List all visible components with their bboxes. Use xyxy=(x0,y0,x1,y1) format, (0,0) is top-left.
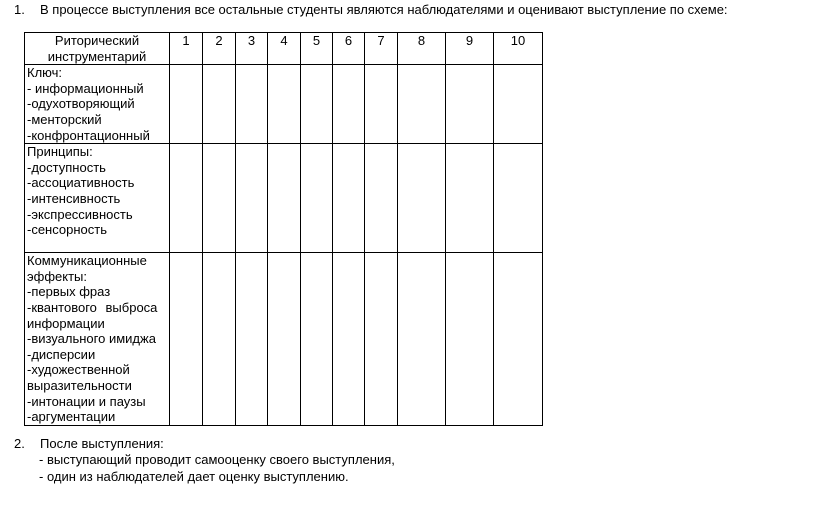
score-cell xyxy=(203,253,236,426)
item-1-text: В процессе выступления все остальные студенты являются наблюдателями и оценивают выступление по схеме: xyxy=(40,2,728,17)
column-header: 9 xyxy=(446,33,494,65)
column-header: 3 xyxy=(236,33,268,65)
criterion-cell: Коммуникационные эффекты: -первых фраз -квантового выброса информации -визуального имиджа -дисперсии -художественной выразительности -интонации и паузы -аргументации xyxy=(25,253,170,426)
score-cell xyxy=(333,253,365,426)
score-cell xyxy=(398,65,446,144)
item-2-bullet: - один из наблюдателей дает оценку выступлению. xyxy=(39,469,349,484)
score-cell xyxy=(268,65,301,144)
instruction-item-1 xyxy=(14,2,728,18)
table-row-key xyxy=(25,65,543,144)
score-cell xyxy=(446,144,494,253)
score-cell xyxy=(494,144,543,253)
item-2-text: После выступления: xyxy=(40,436,164,451)
score-cell xyxy=(333,144,365,253)
column-header: 8 xyxy=(398,33,446,65)
score-cell xyxy=(236,65,268,144)
score-cell xyxy=(365,253,398,426)
item-2-bullet: - выступающий проводит самооценку своего выступления, xyxy=(39,452,395,467)
score-cell xyxy=(398,144,446,253)
score-cell xyxy=(494,65,543,144)
column-header: 6 xyxy=(333,33,365,65)
score-cell xyxy=(170,65,203,144)
score-cell xyxy=(365,144,398,253)
item-2-number: 2. xyxy=(14,436,25,451)
score-cell xyxy=(170,253,203,426)
column-header: 5 xyxy=(301,33,333,65)
table-row-effects xyxy=(25,253,543,426)
score-cell xyxy=(398,253,446,426)
score-cell xyxy=(268,253,301,426)
evaluation-table xyxy=(24,32,543,426)
criterion-cell: Принципы: -доступность -ассоциативность -интенсивность -экспрессивность -сенсорность xyxy=(25,144,170,253)
header-rhetorical-tools: Риторический инструментарий xyxy=(25,33,170,65)
criterion-cell: Ключ: - информационный -одухотворяющий -менторский -конфронтационный xyxy=(25,65,170,144)
column-header: 2 xyxy=(203,33,236,65)
score-cell xyxy=(365,65,398,144)
score-cell xyxy=(236,144,268,253)
table-row-principles xyxy=(25,144,543,253)
score-cell xyxy=(301,144,333,253)
item-1-number: 1. xyxy=(14,2,25,17)
score-cell xyxy=(268,144,301,253)
score-cell xyxy=(301,253,333,426)
table-header-row xyxy=(25,33,543,65)
score-cell xyxy=(446,253,494,426)
column-header: 7 xyxy=(365,33,398,65)
score-cell xyxy=(203,144,236,253)
score-cell xyxy=(333,65,365,144)
column-header: 4 xyxy=(268,33,301,65)
column-header: 1 xyxy=(170,33,203,65)
score-cell xyxy=(446,65,494,144)
column-header: 10 xyxy=(494,33,543,65)
score-cell xyxy=(170,144,203,253)
instruction-item-2 xyxy=(14,436,164,452)
score-cell xyxy=(494,253,543,426)
score-cell xyxy=(203,65,236,144)
score-cell xyxy=(301,65,333,144)
score-cell xyxy=(236,253,268,426)
